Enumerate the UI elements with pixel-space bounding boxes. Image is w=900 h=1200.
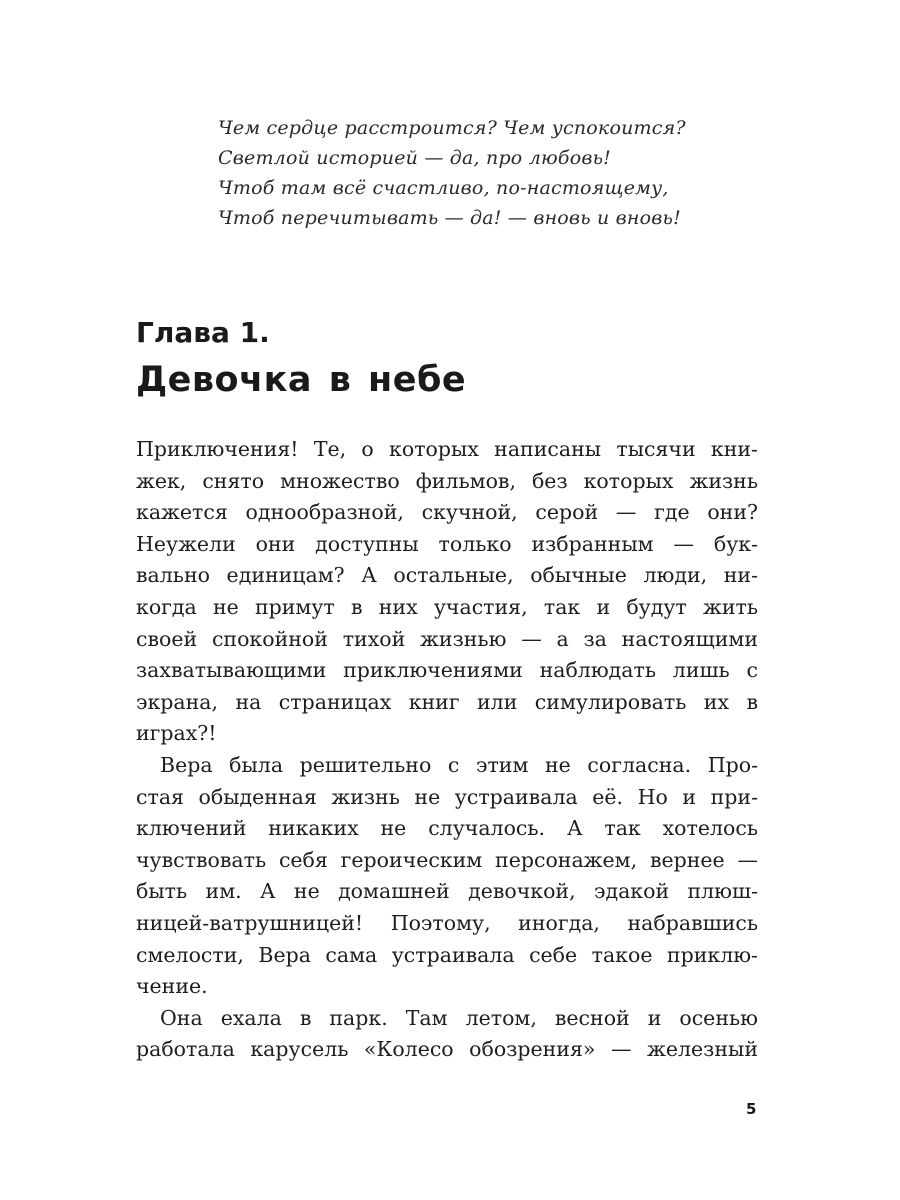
text-line: чувствовать себя героическим персонажем, вернее — (136, 847, 758, 872)
text-line: чение. (136, 974, 208, 999)
text-line: вально единицам? А остальные, обычные люди, ни- (136, 563, 758, 588)
text-line: экрана, на страницах книг или симулировать их в (136, 689, 758, 714)
epigraph-line: Светлой историей — да, про любовь! (218, 147, 611, 169)
epigraph-line: Чтоб там всё счастливо, по-настоящему, (218, 177, 669, 199)
text-line: когда не примут в них участия, так и будут жить (136, 594, 758, 619)
chapter-title: Девочка в небе (136, 360, 467, 400)
text-line: Приключения! Те, о которых написаны тысячи кни- (136, 437, 758, 461)
text-line: Она ехала в парк. Там летом, весной и осенью (160, 1005, 758, 1030)
body-text (136, 434, 758, 1066)
text-line: смелости, Вера сама устраивала себе такое приклю- (136, 942, 758, 967)
text-line: своей спокойной тихой жизнью — а за настоящими (136, 626, 758, 651)
text-line: работала карусель «Колесо обозрения» — железный (136, 1037, 758, 1062)
epigraph-line: Чем сердце расстроится? Чем успокоится? (218, 117, 686, 139)
epigraph-line: Чтоб перечитывать — да! — вновь и вновь! (218, 207, 681, 229)
epigraph (218, 113, 778, 233)
paragraph (136, 750, 758, 1003)
page-number: 5 (746, 1100, 757, 1118)
text-line: жек, снято множество фильмов, без которых жизнь (136, 468, 758, 493)
paragraph (136, 1003, 758, 1066)
paragraph (136, 434, 758, 750)
chapter-number: Глава 1. (136, 316, 270, 349)
text-line: Вера была решительно с этим не согласна. Про- (160, 752, 758, 777)
text-line: быть им. А не домашней девочкой, эдакой плюш- (136, 879, 758, 904)
text-line: Неужели они доступны только избранным — бук- (136, 531, 758, 556)
text-line: играх?! (136, 721, 217, 746)
text-line: захватывающими приключениями наблюдать лишь с (136, 658, 758, 683)
text-line: ницей-ватрушницей! Поэтому, иногда, набравшись (136, 910, 758, 935)
text-line: ключений никаких не случалось. А так хотелось (136, 816, 758, 841)
text-line: кажется однообразной, скучной, серой — где они? (136, 500, 758, 525)
text-line: стая обыденная жизнь не устраивала её. Но и при- (136, 784, 758, 809)
